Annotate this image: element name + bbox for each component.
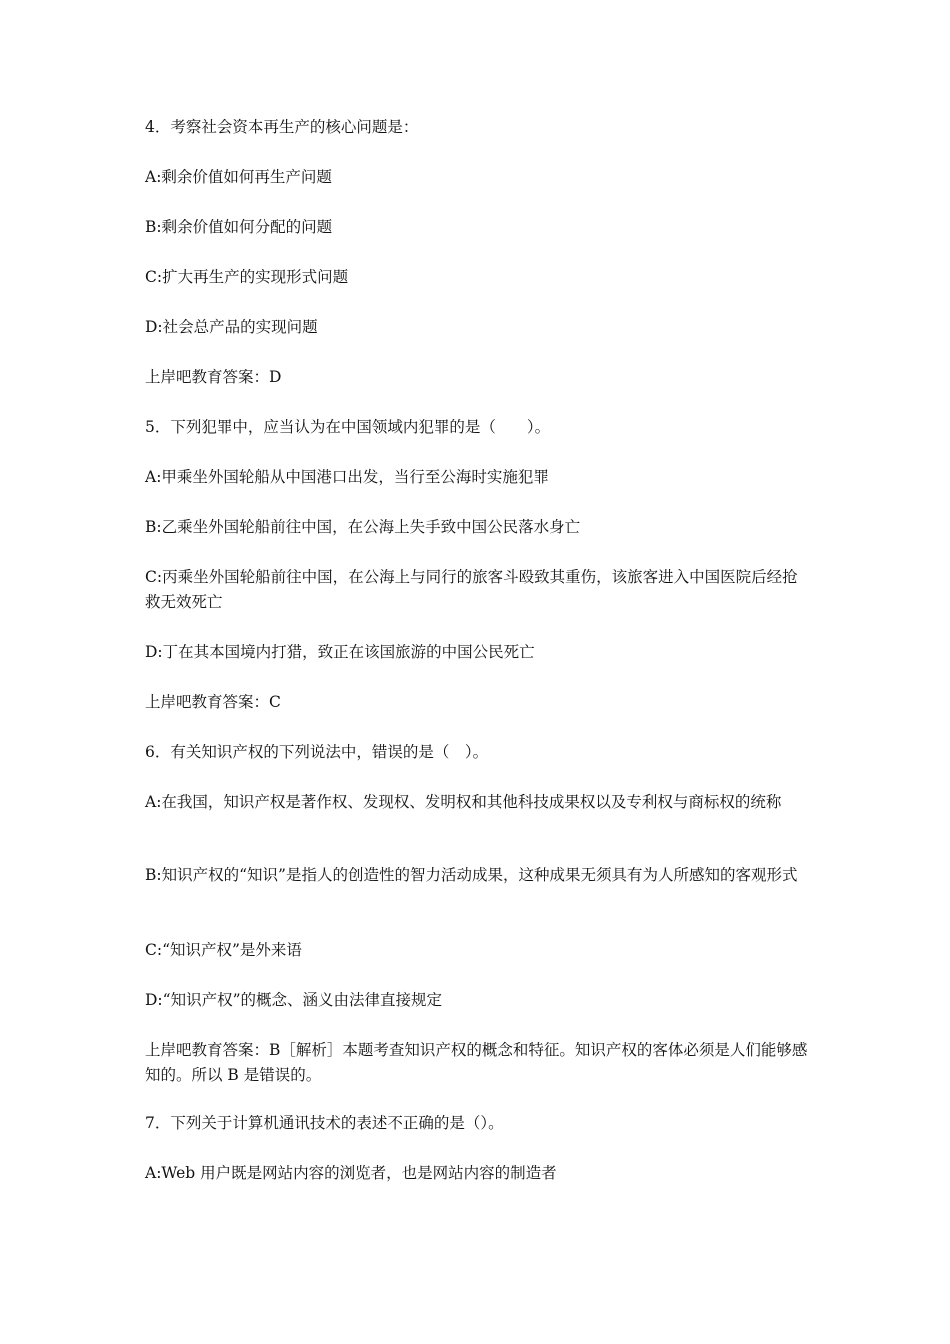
- question-5-option-d: D:丁在其本国境内打猎，致正在该国旅游的中国公民死亡: [145, 643, 535, 661]
- question-6-option-d: D:“知识产权”的概念、涵义由法律直接规定: [145, 991, 442, 1009]
- question-5-option-b: B:乙乘坐外国轮船前往中国，在公海上失手致中国公民落水身亡: [145, 518, 581, 536]
- question-4-answer: 上岸吧教育答案：D: [145, 368, 282, 386]
- question-4-option-b: B:剩余价值如何分配的问题: [145, 218, 333, 236]
- question-7-stem: 7．下列关于计算机通讯技术的表述不正确的是（）。: [145, 1114, 504, 1132]
- question-5-option-c: C:丙乘坐外国轮船前往中国，在公海上与同行的旅客斗殴致其重伤，该旅客进入中国医院后经抢救无效死亡: [145, 568, 798, 611]
- question-4-option-d: D:社会总产品的实现问题: [145, 318, 318, 336]
- question-4-option-a: A:剩余价值如何再生产问题: [145, 168, 332, 186]
- question-7-option-a: A:Web 用户既是网站内容的浏览者，也是网站内容的制造者: [145, 1164, 557, 1182]
- question-5-stem: 5．下列犯罪中，应当认为在中国领域内犯罪的是（ ）。: [145, 418, 551, 436]
- question-5-answer: 上岸吧教育答案：C: [145, 693, 281, 711]
- question-4-stem: 4．考察社会资本再生产的核心问题是：: [145, 118, 419, 136]
- question-5-option-a: A:甲乘坐外国轮船从中国港口出发，当行至公海时实施犯罪: [145, 468, 549, 486]
- question-6-answer: 上岸吧教育答案：B［解析］本题考查知识产权的概念和特征。知识产权的客体必须是人们能够感知的。所以 B 是错误的。: [145, 1041, 808, 1084]
- question-6-option-c: C:“知识产权”是外来语: [145, 941, 302, 959]
- question-4-option-c: C:扩大再生产的实现形式问题: [145, 268, 349, 286]
- question-6-stem: 6．有关知识产权的下列说法中，错误的是（ ）。: [145, 743, 489, 761]
- question-6-option-a: A:在我国，知识产权是著作权、发现权、发明权和其他科技成果权以及专利权与商标权的统称: [145, 793, 782, 811]
- question-6-option-b: B:知识产权的“知识”是指人的创造性的智力活动成果，这种成果无须具有为人所感知的客观形式: [145, 866, 798, 884]
